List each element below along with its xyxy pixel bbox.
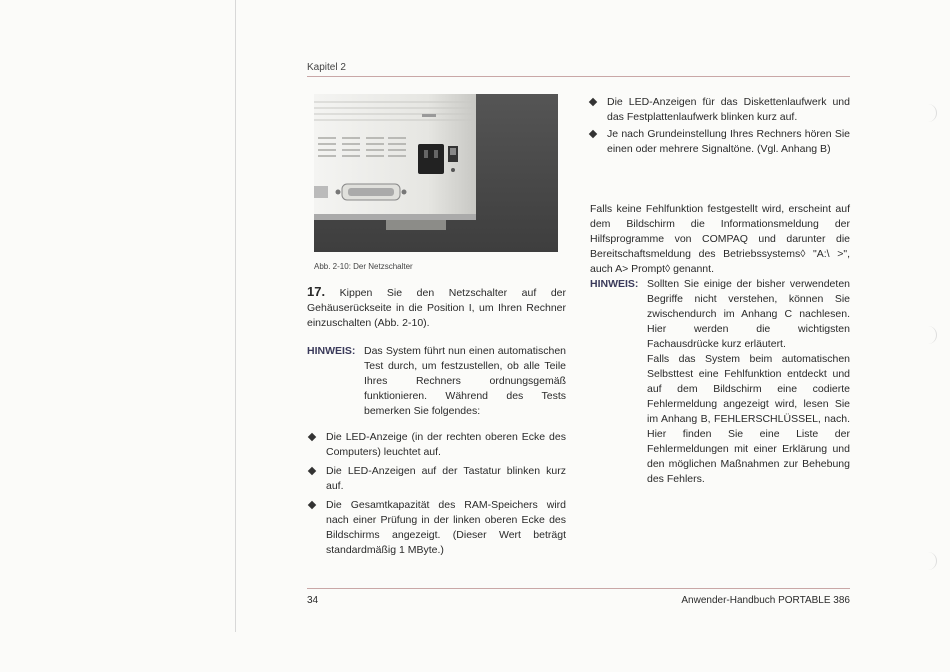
- figure-caption: Abb. 2-10: Der Netzschalter: [314, 262, 413, 271]
- bullet-text: Die LED-Anzeigen auf der Tastatur blinken kurz auf.: [326, 465, 566, 492]
- binding-edge: [235, 0, 236, 632]
- power-switch-illustration: [314, 94, 558, 252]
- bullet-text: Die LED-Anzeigen für das Diskettenlaufwerk und das Festplattenlaufwerk blinken kurz auf.: [607, 96, 850, 123]
- note-text: Das System führt nun einen automatischen Test durch, um festzustellen, ob alle Teile Ihres Rechners ordnungsgemäß funktionieren. Während des Tests bemerken Sie folgendes:: [364, 345, 566, 417]
- step-number: 17.: [307, 284, 326, 299]
- bullet-text: Die LED-Anzeige (in der rechten oberen Ecke des Computers) leuchtet auf.: [326, 431, 566, 458]
- margin-mark: [926, 326, 937, 344]
- note-text-part-1: Sollten Sie einige der bisher verwendeten Begriffe nicht verstehen, können Sie zwischendurch im Anhang C nachlesen. Hier werden die wichtigsten Fachausdrücke kurz erläutert.: [647, 278, 850, 350]
- power-switch-photo: [314, 94, 558, 252]
- note-text-part-2: Falls das System beim automatischen Selbsttest eine Fehlfunktion entdeckt und auf dem Bildschirm eine codierte Fehlermeldung angezeigt wird, lesen Sie im Anhang B, FEHLERSCHLÜSSEL, nach. Hier finden Sie eine Liste der Fehlermeldungen mit einer Erklärung und den möglichen Maßnahmen zur Behebung des Fehlers.: [647, 353, 850, 485]
- step-text: Kippen Sie den Netzschalter auf der Gehäuserückseite in die Position I, um Ihren Rechner einzuschalten (Abb. 2-10).: [307, 287, 566, 329]
- header-rule: [307, 76, 850, 77]
- page-number: 34: [307, 595, 319, 606]
- bullet-diamond-icon: [308, 433, 316, 441]
- bullet-diamond-icon: [589, 130, 597, 138]
- note-text: [647, 277, 850, 487]
- footer-rule: [307, 588, 850, 589]
- bullet-diamond-icon: [308, 501, 316, 509]
- step-17-paragraph: [307, 284, 566, 331]
- margin-mark: [926, 104, 937, 122]
- note-label: HINWEIS:: [307, 345, 356, 357]
- note-label: HINWEIS:: [590, 278, 639, 290]
- margin-mark: [926, 552, 937, 570]
- bullet-diamond-icon: [589, 98, 597, 106]
- book-title: Anwender-Handbuch PORTABLE 386: [681, 595, 850, 606]
- bullet-text: Die Gesamtkapazität des RAM-Speichers wird nach einer Prüfung in der linken oberen Ecke des Bildschirms angezeigt. (Dieser Wert beträgt standardmäßig 1 MByte.): [326, 499, 566, 556]
- chapter-header: Kapitel 2: [307, 62, 346, 73]
- bullet-diamond-icon: [308, 467, 316, 475]
- startup-paragraph: Falls keine Fehlfunktion festgestellt wird, erscheint auf dem Bildschirm die Informationsmeldung der Hilfsprogramme von COMPAQ und darunter die Bereitschaftsmeldung des Betriebssystems◊ "A:\ >", auch A> Prompt◊ genannt.: [590, 203, 850, 275]
- bullet-text: Je nach Grundeinstellung Ihres Rechners hören Sie einen oder mehrere Signaltöne. (Vgl. Anhang B): [607, 128, 850, 155]
